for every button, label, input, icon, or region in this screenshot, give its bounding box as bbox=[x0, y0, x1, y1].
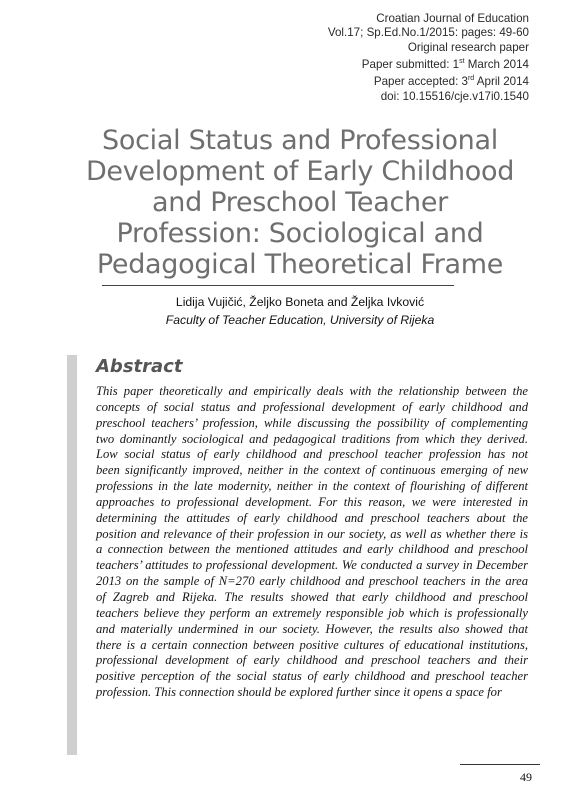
affiliation: Faculty of Teacher Education, University of Rijeka bbox=[165, 313, 435, 327]
abstract-line: of Zagreb and Rijeka. The results showed that early childhood and preschool bbox=[96, 589, 528, 604]
doi: doi: 10.15516/cje.v17i0.1540 bbox=[380, 89, 529, 103]
abstract-line: professions in the late modernity, neither in the context of flourishing of different bbox=[96, 479, 528, 494]
journal-volume: Vol.17; Sp.Ed.No.1/2015: pages: 49-60 bbox=[327, 26, 529, 40]
title-line: Profession: Sociological and bbox=[116, 218, 484, 249]
abstract-line: 2013 on the sample of N=270 early childhood and preschool teachers in the area bbox=[96, 574, 528, 589]
authors: Lidija Vujičić, Željko Boneta and Željka Ivković bbox=[175, 295, 425, 309]
title-line: Development of Early Childhood bbox=[85, 156, 515, 187]
abstract-line: position and relevance of their profession in our society, as well as whether there is bbox=[96, 526, 528, 541]
paper-title bbox=[40, 125, 560, 280]
abstract-body bbox=[96, 384, 528, 701]
abstract-heading: Abstract bbox=[96, 356, 183, 377]
abstract-line: positive perception of the social status of early childhood and preschool teacher bbox=[96, 669, 528, 684]
abstract-line: two dominantly sociological and pedagogical traditions from which they derived. bbox=[96, 431, 528, 446]
abstract-line: preschool teachers’ profession, while discussing the possibility of complementing bbox=[96, 415, 528, 430]
abstract-line: This paper theoretically and empirically deals with the relationship between the bbox=[96, 384, 528, 398]
abstract-line: been significantly improved, neither in the context of continuous emerging of new bbox=[96, 463, 528, 478]
abstract-line: Low social status of early childhood and preschool teacher profession has not bbox=[96, 447, 528, 462]
page-number: 49 bbox=[520, 770, 532, 784]
journal-meta bbox=[328, 12, 529, 104]
abstract-line: a connection between the mentioned attitudes and early childhood and preschool bbox=[96, 542, 528, 557]
abstract-sidebar-bar bbox=[67, 355, 77, 755]
abstract-line: profession. This connection should be explored further since it opens a space for bbox=[96, 685, 502, 700]
accepted-date: Paper accepted: 3rd April 2014 bbox=[373, 75, 529, 89]
footer-divider bbox=[460, 764, 540, 765]
abstract-line: determining the attitudes of early childhood and preschool teachers about the bbox=[96, 510, 528, 525]
paper-type: Original research paper bbox=[407, 40, 529, 54]
abstract-line: teachers believe they perform an extremely responsible job which is professionally bbox=[96, 605, 528, 620]
abstract-line: and materially undermined in our society. However, the results also showed that bbox=[96, 621, 528, 636]
abstract-line: concepts of social status and professional development of early childhood and bbox=[96, 399, 528, 414]
journal-name: Croatian Journal of Education bbox=[376, 12, 529, 25]
abstract-line: there is a certain connection between positive cultures of educational institutions, bbox=[96, 637, 528, 652]
abstract-line: professional development of early childhood and preschool teachers and their bbox=[96, 653, 528, 668]
title-divider bbox=[102, 285, 454, 286]
title-line: and Preschool Teacher bbox=[152, 187, 448, 218]
title-line: Social Status and Professional bbox=[102, 125, 498, 156]
submitted-date: Paper submitted: 1st March 2014 bbox=[361, 58, 529, 72]
abstract-line: teachers’ attitudes to professional development. We conducted a survey in December bbox=[96, 558, 528, 573]
title-line: Pedagogical Theoretical Frame bbox=[96, 249, 504, 280]
abstract-line: approaches to professional development. For this reason, we were interested in bbox=[96, 494, 528, 509]
